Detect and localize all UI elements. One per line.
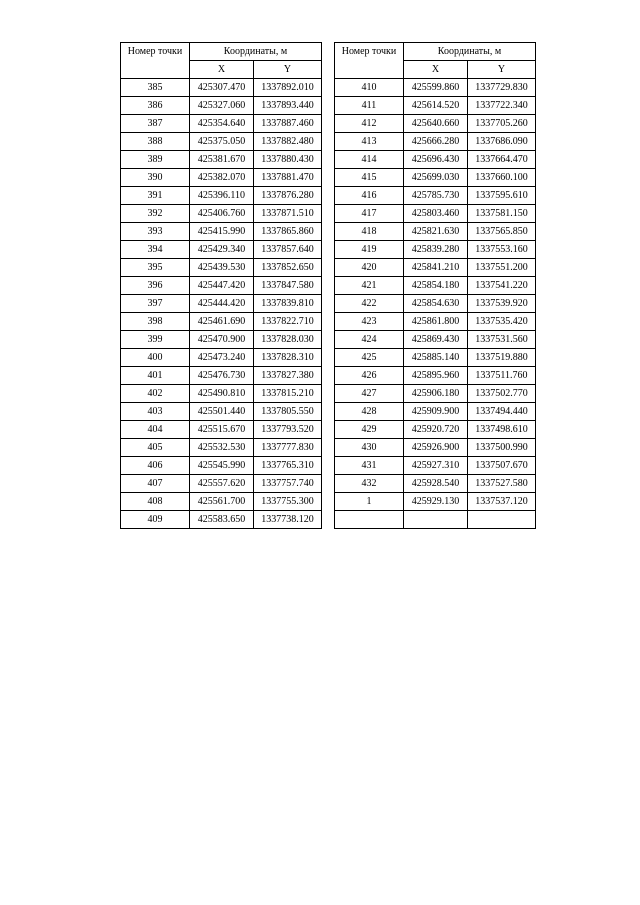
table-row: [121, 169, 322, 187]
table-row: [121, 241, 322, 259]
point-number-cell: 401: [121, 367, 190, 385]
point-number-cell: 431: [335, 457, 404, 475]
x-coordinate-cell: 425490.810: [190, 385, 254, 403]
x-coordinate-cell: 425545.990: [190, 457, 254, 475]
x-coordinate-cell: 425909.900: [404, 403, 468, 421]
point-number-cell: 388: [121, 133, 190, 151]
table-row: [121, 151, 322, 169]
y-coordinate-cell: 1337686.090: [468, 133, 536, 151]
x-coordinate-cell: 425381.670: [190, 151, 254, 169]
point-number-cell: 432: [335, 475, 404, 493]
point-number-cell: 395: [121, 259, 190, 277]
table-row: [335, 169, 536, 187]
point-number-cell: 425: [335, 349, 404, 367]
point-number-cell: 420: [335, 259, 404, 277]
x-coordinate-cell: 425920.720: [404, 421, 468, 439]
y-coordinate-cell: 1337765.310: [254, 457, 322, 475]
table-row: [335, 439, 536, 457]
table-row: [335, 277, 536, 295]
y-coordinate-cell: 1337852.650: [254, 259, 322, 277]
table-row: [335, 97, 536, 115]
y-coordinate-cell: 1337793.520: [254, 421, 322, 439]
table-body-left: [121, 79, 322, 529]
y-coordinate-cell: 1337531.560: [468, 331, 536, 349]
x-coordinate-cell: 425515.670: [190, 421, 254, 439]
x-coordinate-cell: 425869.430: [404, 331, 468, 349]
coordinates-table-right: [334, 42, 536, 529]
y-coordinate-cell: 1337553.160: [468, 241, 536, 259]
table-row: [121, 511, 322, 529]
point-number-cell: 430: [335, 439, 404, 457]
point-number-cell: 408: [121, 493, 190, 511]
point-number-cell: 398: [121, 313, 190, 331]
y-coordinate-cell: 1337511.760: [468, 367, 536, 385]
table-row: [335, 79, 536, 97]
table-row: [335, 331, 536, 349]
y-coordinate-cell: 1337892.010: [254, 79, 322, 97]
x-coordinate-cell: 425415.990: [190, 223, 254, 241]
header-x: X: [190, 61, 254, 79]
x-coordinate-cell: [404, 511, 468, 529]
x-coordinate-cell: 425561.700: [190, 493, 254, 511]
x-coordinate-cell: 425861.800: [404, 313, 468, 331]
x-coordinate-cell: 425839.280: [404, 241, 468, 259]
point-number-cell: 399: [121, 331, 190, 349]
point-number-cell: 422: [335, 295, 404, 313]
x-coordinate-cell: 425444.420: [190, 295, 254, 313]
x-coordinate-cell: 425429.340: [190, 241, 254, 259]
y-coordinate-cell: 1337757.740: [254, 475, 322, 493]
table-body-right: [335, 79, 536, 529]
x-coordinate-cell: 425841.210: [404, 259, 468, 277]
x-coordinate-cell: 425470.900: [190, 331, 254, 349]
point-number-cell: 428: [335, 403, 404, 421]
table-row: [121, 313, 322, 331]
header-coordinates: Координаты, м: [404, 43, 536, 61]
table-row: [121, 79, 322, 97]
table-row: [121, 475, 322, 493]
point-number-cell: 418: [335, 223, 404, 241]
table-row: [335, 205, 536, 223]
point-number-cell: 426: [335, 367, 404, 385]
point-number-cell: 403: [121, 403, 190, 421]
x-coordinate-cell: 425614.520: [404, 97, 468, 115]
y-coordinate-cell: 1337537.120: [468, 493, 536, 511]
table-row: [121, 133, 322, 151]
x-coordinate-cell: 425803.460: [404, 205, 468, 223]
point-number-cell: 394: [121, 241, 190, 259]
header-coordinates: Координаты, м: [190, 43, 322, 61]
table-row: [121, 457, 322, 475]
table-row: [121, 259, 322, 277]
x-coordinate-cell: 425439.530: [190, 259, 254, 277]
x-coordinate-cell: 425927.310: [404, 457, 468, 475]
x-coordinate-cell: 425785.730: [404, 187, 468, 205]
point-number-cell: 417: [335, 205, 404, 223]
point-number-cell: 392: [121, 205, 190, 223]
y-coordinate-cell: 1337865.860: [254, 223, 322, 241]
table-row: [121, 295, 322, 313]
x-coordinate-cell: 425699.030: [404, 169, 468, 187]
y-coordinate-cell: 1337539.920: [468, 295, 536, 313]
point-number-cell: 391: [121, 187, 190, 205]
x-coordinate-cell: 425476.730: [190, 367, 254, 385]
y-coordinate-cell: 1337660.100: [468, 169, 536, 187]
y-coordinate-cell: 1337881.470: [254, 169, 322, 187]
x-coordinate-cell: 425327.060: [190, 97, 254, 115]
point-number-cell: 424: [335, 331, 404, 349]
point-number-cell: 390: [121, 169, 190, 187]
y-coordinate-cell: 1337815.210: [254, 385, 322, 403]
y-coordinate-cell: 1337871.510: [254, 205, 322, 223]
point-number-cell: 415: [335, 169, 404, 187]
y-coordinate-cell: 1337882.480: [254, 133, 322, 151]
point-number-cell: 421: [335, 277, 404, 295]
table-row: [121, 367, 322, 385]
table-row: [121, 421, 322, 439]
table-row: [335, 403, 536, 421]
table-row: [335, 115, 536, 133]
table-row: [335, 295, 536, 313]
point-number-cell: 411: [335, 97, 404, 115]
y-coordinate-cell: 1337857.640: [254, 241, 322, 259]
point-number-cell: 400: [121, 349, 190, 367]
table-row: [121, 439, 322, 457]
x-coordinate-cell: 425599.860: [404, 79, 468, 97]
table-row: [121, 403, 322, 421]
y-coordinate-cell: 1337880.430: [254, 151, 322, 169]
x-coordinate-cell: 425461.690: [190, 313, 254, 331]
y-coordinate-cell: 1337822.710: [254, 313, 322, 331]
table-row: [335, 493, 536, 511]
point-number-cell: 1: [335, 493, 404, 511]
y-coordinate-cell: 1337500.990: [468, 439, 536, 457]
point-number-cell: 393: [121, 223, 190, 241]
x-coordinate-cell: 425532.530: [190, 439, 254, 457]
table-row: [121, 277, 322, 295]
y-coordinate-cell: 1337551.200: [468, 259, 536, 277]
y-coordinate-cell: 1337498.610: [468, 421, 536, 439]
y-coordinate-cell: [468, 511, 536, 529]
y-coordinate-cell: 1337777.830: [254, 439, 322, 457]
point-number-cell: 419: [335, 241, 404, 259]
table-row: [121, 205, 322, 223]
table-row: [335, 241, 536, 259]
point-number-cell: 404: [121, 421, 190, 439]
table-row: [335, 421, 536, 439]
y-coordinate-cell: 1337755.300: [254, 493, 322, 511]
table-row: [335, 151, 536, 169]
y-coordinate-cell: 1337527.580: [468, 475, 536, 493]
header-x: X: [404, 61, 468, 79]
coordinates-table-left: [120, 42, 322, 529]
table-row: [335, 133, 536, 151]
x-coordinate-cell: 425557.620: [190, 475, 254, 493]
x-coordinate-cell: 425583.650: [190, 511, 254, 529]
y-coordinate-cell: 1337729.830: [468, 79, 536, 97]
x-coordinate-cell: 425906.180: [404, 385, 468, 403]
x-coordinate-cell: 425473.240: [190, 349, 254, 367]
x-coordinate-cell: 425447.420: [190, 277, 254, 295]
table-row: [335, 367, 536, 385]
point-number-cell: 429: [335, 421, 404, 439]
x-coordinate-cell: 425375.050: [190, 133, 254, 151]
x-coordinate-cell: 425307.470: [190, 79, 254, 97]
table-row: [335, 511, 536, 529]
x-coordinate-cell: 425501.440: [190, 403, 254, 421]
table-row: [335, 259, 536, 277]
point-number-cell: 397: [121, 295, 190, 313]
table-row: [121, 115, 322, 133]
y-coordinate-cell: 1337738.120: [254, 511, 322, 529]
table-row: [335, 313, 536, 331]
y-coordinate-cell: 1337839.810: [254, 295, 322, 313]
table-row: [335, 349, 536, 367]
table-row: [121, 349, 322, 367]
point-number-cell: 412: [335, 115, 404, 133]
point-number-cell: 409: [121, 511, 190, 529]
y-coordinate-cell: 1337565.850: [468, 223, 536, 241]
y-coordinate-cell: 1337502.770: [468, 385, 536, 403]
x-coordinate-cell: 425821.630: [404, 223, 468, 241]
y-coordinate-cell: 1337722.340: [468, 97, 536, 115]
x-coordinate-cell: 425396.110: [190, 187, 254, 205]
table-row: [121, 331, 322, 349]
point-number-cell: 413: [335, 133, 404, 151]
x-coordinate-cell: 425354.640: [190, 115, 254, 133]
y-coordinate-cell: 1337507.670: [468, 457, 536, 475]
y-coordinate-cell: 1337828.310: [254, 349, 322, 367]
x-coordinate-cell: 425928.540: [404, 475, 468, 493]
x-coordinate-cell: 425382.070: [190, 169, 254, 187]
table-row: [121, 223, 322, 241]
y-coordinate-cell: 1337581.150: [468, 205, 536, 223]
y-coordinate-cell: 1337541.220: [468, 277, 536, 295]
table-row: [121, 187, 322, 205]
y-coordinate-cell: 1337847.580: [254, 277, 322, 295]
x-coordinate-cell: 425666.280: [404, 133, 468, 151]
table-row: [335, 187, 536, 205]
table-row: [335, 475, 536, 493]
point-number-cell: 407: [121, 475, 190, 493]
header-y: Y: [468, 61, 536, 79]
header-y: Y: [254, 61, 322, 79]
point-number-cell: 416: [335, 187, 404, 205]
y-coordinate-cell: 1337595.610: [468, 187, 536, 205]
y-coordinate-cell: 1337519.880: [468, 349, 536, 367]
y-coordinate-cell: 1337805.550: [254, 403, 322, 421]
y-coordinate-cell: 1337494.440: [468, 403, 536, 421]
table-row: [335, 457, 536, 475]
y-coordinate-cell: 1337893.440: [254, 97, 322, 115]
header-point-number: Номер точки: [121, 43, 190, 79]
y-coordinate-cell: 1337828.030: [254, 331, 322, 349]
x-coordinate-cell: 425854.180: [404, 277, 468, 295]
point-number-cell: 414: [335, 151, 404, 169]
point-number-cell: 402: [121, 385, 190, 403]
point-number-cell: 423: [335, 313, 404, 331]
table-row: [121, 493, 322, 511]
point-number-cell: 389: [121, 151, 190, 169]
table-row: [335, 223, 536, 241]
x-coordinate-cell: 425406.760: [190, 205, 254, 223]
y-coordinate-cell: 1337827.380: [254, 367, 322, 385]
point-number-cell: 387: [121, 115, 190, 133]
point-number-cell: 406: [121, 457, 190, 475]
point-number-cell: 410: [335, 79, 404, 97]
x-coordinate-cell: 425854.630: [404, 295, 468, 313]
x-coordinate-cell: 425895.960: [404, 367, 468, 385]
y-coordinate-cell: 1337705.260: [468, 115, 536, 133]
y-coordinate-cell: 1337664.470: [468, 151, 536, 169]
point-number-cell: 427: [335, 385, 404, 403]
table-row: [121, 385, 322, 403]
point-number-cell: 396: [121, 277, 190, 295]
header-point-number: Номер точки: [335, 43, 404, 79]
table-row: [335, 385, 536, 403]
point-number-cell: 405: [121, 439, 190, 457]
x-coordinate-cell: 425885.140: [404, 349, 468, 367]
x-coordinate-cell: 425640.660: [404, 115, 468, 133]
x-coordinate-cell: 425696.430: [404, 151, 468, 169]
x-coordinate-cell: 425926.900: [404, 439, 468, 457]
y-coordinate-cell: 1337876.280: [254, 187, 322, 205]
y-coordinate-cell: 1337887.460: [254, 115, 322, 133]
point-number-cell: [335, 511, 404, 529]
y-coordinate-cell: 1337535.420: [468, 313, 536, 331]
point-number-cell: 386: [121, 97, 190, 115]
table-row: [121, 97, 322, 115]
x-coordinate-cell: 425929.130: [404, 493, 468, 511]
point-number-cell: 385: [121, 79, 190, 97]
